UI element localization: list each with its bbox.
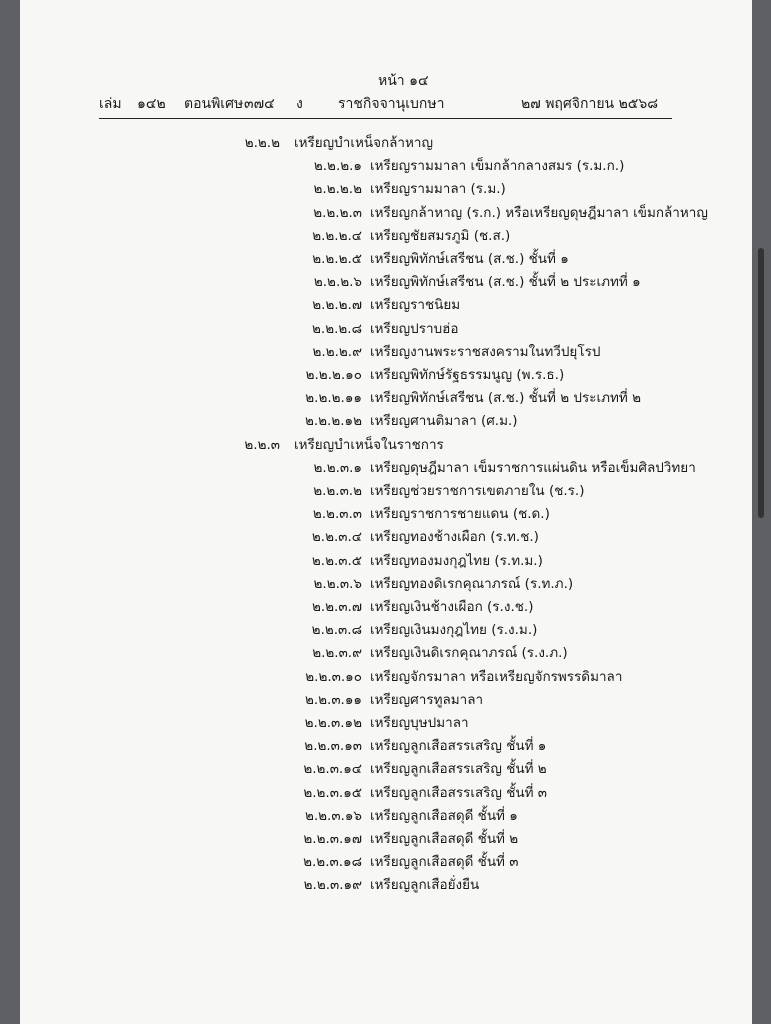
entry-number: ๒.๒.๒ (244, 135, 280, 151)
list-item (20, 225, 752, 247)
entry-text: เหรียญลูกเสือสรรเสริญ ชั้นที่ ๓ (370, 784, 548, 801)
entry-number: ๒.๒.๓.๑๖ (304, 807, 362, 824)
section-number: ๓๗๔ (244, 96, 275, 112)
entry-number: ๒.๒.๓.๑๓ (304, 738, 362, 755)
list-item (20, 712, 752, 734)
list-item (20, 341, 752, 363)
list-item (20, 271, 752, 293)
list-item (20, 596, 752, 618)
list-item (20, 155, 752, 177)
entry-text: เหรียญลูกเสือสดุดี ชั้นที่ ๒ (370, 831, 519, 847)
entry-number: ๒.๒.๓.๒ (313, 483, 362, 499)
list-item (20, 178, 752, 200)
entry-number: ๒.๒.๒.๖ (313, 274, 362, 291)
entry-number: ๒.๒.๓.๑๔ (303, 761, 362, 778)
entry-number: ๒.๒.๒.๑๐ (305, 367, 362, 383)
list-item (20, 294, 752, 316)
entry-text: เหรียญทองดิเรกคุณาภรณ์ (ร.ท.ภ.) (370, 575, 574, 592)
entry-text: เหรียญลูกเสือสรรเสริญ ชั้นที่ ๑ (370, 738, 547, 755)
entry-text: เหรียญจักรมาลา หรือเหรียญจักรพรรดิมาลา (370, 668, 623, 685)
list-item (20, 573, 752, 595)
entry-text: เหรียญเงินมงกุฎไทย (ร.ง.ม.) (370, 622, 538, 639)
entry-text: เหรียญรามมาลา เข็มกล้ากลางสมร (ร.ม.ก.) (370, 158, 625, 175)
entry-text: เหรียญศานติมาลา (ศ.ม.) (370, 413, 518, 430)
gazette-name: ราชกิจจานุเบกษา (338, 96, 445, 112)
entry-number: ๒.๒.๒.๙ (312, 343, 362, 360)
list-item (20, 851, 752, 873)
volume-label: เล่ม (99, 96, 122, 112)
entry-number: ๒.๒.๓.๑๘ (303, 854, 362, 871)
entry-number: ๒.๒.๓.๑๙ (303, 877, 362, 894)
entry-number: ๒.๒.๒.๑ (313, 158, 362, 175)
volume-number: ๑๔๒ (137, 96, 166, 112)
list-item (20, 642, 752, 664)
list-item (20, 874, 752, 896)
entry-text: เหรียญราชนิยม (370, 297, 461, 314)
page-number: หน้า ๑๔ (378, 73, 429, 89)
entry-text: เหรียญลูกเสือสดุดี ชั้นที่ ๓ (370, 854, 519, 871)
entry-number: ๒.๒.๓.๖ (313, 575, 362, 592)
entry-text: เหรียญกล้าหาญ (ร.ก.) หรือเหรียญดุษฎีมาลา เข็มกล้าหาญ (370, 204, 708, 221)
list-item (20, 828, 752, 850)
list-item (20, 318, 752, 340)
entry-number: ๒.๒.๒.๗ (312, 297, 362, 314)
list-item (20, 758, 752, 780)
entry-number: ๒.๒.๓.๑๗ (303, 831, 362, 847)
list-item (20, 410, 752, 432)
entry-text: เหรียญดุษฎีมาลา เข็มราชการแผ่นดิน หรือเข็มศิลปวิทยา (370, 459, 696, 476)
entry-text: เหรียญบุษปมาลา (370, 715, 469, 731)
entry-number: ๒.๒.๓ (244, 436, 280, 453)
header-rule (99, 118, 672, 119)
entry-text: เหรียญพิทักษ์เสรีชน (ส.ช.) ชั้นที่ ๒ ประเภทที่ ๒ (370, 390, 641, 407)
list-item (20, 387, 752, 409)
entry-text: เหรียญพิทักษ์เสรีชน (ส.ช.) ชั้นที่ ๒ ประเภทที่ ๑ (370, 274, 641, 291)
list-item (20, 619, 752, 641)
entry-number: ๒.๒.๒.๒ (313, 181, 362, 198)
list-item (20, 434, 752, 456)
entry-text: เหรียญบำเหน็จในราชการ (294, 436, 444, 453)
entry-text: เหรียญลูกเสือยั่งยืน (370, 877, 480, 894)
entry-number: ๒.๒.๓.๑๐ (305, 668, 362, 685)
entry-text: เหรียญทองช้างเผือก (ร.ท.ช.) (370, 529, 539, 546)
entry-text: เหรียญรามมาลา (ร.ม.) (370, 181, 506, 198)
list-item (20, 782, 752, 804)
publication-date: ๒๗ พฤศจิกายน ๒๕๖๘ (521, 96, 659, 112)
entry-number: ๒.๒.๓.๑๒ (304, 715, 362, 731)
list-item (20, 689, 752, 711)
entry-number: ๒.๒.๓.๔ (311, 529, 362, 546)
entry-text: เหรียญพิทักษ์รัฐธรรมนูญ (พ.ร.ธ.) (370, 367, 565, 383)
scrollbar[interactable] (758, 248, 764, 518)
list-item (20, 503, 752, 525)
entry-number: ๒.๒.๓.๑ (313, 459, 362, 476)
list-item (20, 735, 752, 757)
entry-number: ๒.๒.๓.๕ (311, 552, 362, 569)
entry-text: เหรียญเงินช้างเผือก (ร.ง.ช.) (370, 599, 534, 615)
entry-number: ๒.๒.๒.๕ (312, 251, 362, 267)
list-item (20, 480, 752, 502)
entry-text: เหรียญเงินดิเรกคุณาภรณ์ (ร.ง.ภ.) (370, 645, 568, 662)
entry-number: ๒.๒.๓.๑๕ (303, 784, 362, 801)
section-suffix: ง (296, 96, 303, 112)
entry-text: เหรียญลูกเสือสดุดี ชั้นที่ ๑ (370, 807, 518, 824)
entry-number: ๒.๒.๓.๓ (312, 506, 362, 523)
entry-number: ๒.๒.๓.๙ (312, 645, 362, 662)
entry-text: เหรียญศารทูลมาลา (370, 691, 484, 708)
entry-text: เหรียญราชการชายแดน (ช.ด.) (370, 506, 550, 523)
entry-number: ๒.๒.๒.๓ (313, 204, 362, 221)
entry-text: เหรียญช่วยราชการเขตภายใน (ช.ร.) (370, 483, 585, 499)
entry-text: เหรียญทองมงกุฎไทย (ร.ท.ม.) (370, 552, 543, 569)
entry-number: ๒.๒.๓.๗ (311, 599, 362, 615)
document-page (20, 0, 752, 1024)
entry-number: ๒.๒.๒.๘ (312, 320, 362, 337)
list-item (20, 550, 752, 572)
entry-text: เหรียญลูกเสือสรรเสริญ ชั้นที่ ๒ (370, 761, 547, 778)
entry-number: ๒.๒.๒.๑๒ (304, 413, 362, 430)
list-item (20, 457, 752, 479)
list-item (20, 248, 752, 270)
entry-text: เหรียญงานพระราชสงครามในทวีปยุโรป (370, 343, 601, 360)
section-label: ตอนพิเศษ (184, 96, 244, 112)
entry-text: เหรียญปราบฮ่อ (370, 320, 459, 337)
entry-number: ๒.๒.๒.๑๑ (305, 390, 362, 407)
entry-text: เหรียญบำเหน็จกล้าหาญ (294, 135, 433, 151)
list-item (20, 202, 752, 224)
entry-number: ๒.๒.๒.๔ (312, 227, 362, 244)
list-item (20, 666, 752, 688)
entry-number: ๒.๒.๓.๑๑ (304, 691, 362, 708)
entry-text: เหรียญพิทักษ์เสรีชน (ส.ช.) ชั้นที่ ๑ (370, 251, 569, 267)
list-item (20, 364, 752, 386)
list-item (20, 805, 752, 827)
list-item (20, 132, 752, 154)
entry-text: เหรียญชัยสมรภูมิ (ช.ส.) (370, 227, 511, 244)
list-item (20, 526, 752, 548)
entry-number: ๒.๒.๓.๘ (311, 622, 362, 639)
